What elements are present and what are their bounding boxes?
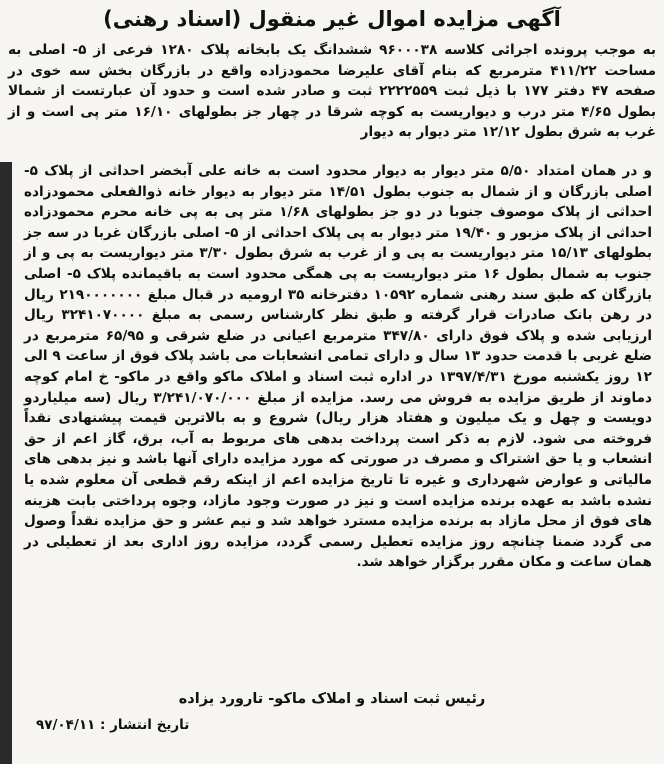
notice-title: آگهی مزایده اموال غیر منقول (اسناد رهنی) bbox=[103, 7, 561, 31]
publish-date: تاریخ انتشار : ۹۷/۰۴/۱۱ bbox=[36, 717, 190, 733]
signature-line: رئیس ثبت اسناد و املاک ماکو- تارورد یزاده bbox=[178, 691, 486, 707]
scan-shadow-edge bbox=[0, 150, 12, 764]
notice-paragraph-top: به موجب پرونده اجرائی کلاسه ۹۶۰۰۰۳۸ ششدانگ یک بابخانه پلاک ۱۲۸۰ فرعی از ۵- اصلی به مساحت ۴۱۱/۲۲ مترمربع که بنام آقای علیرضا محمودزاده واقع در بازرگان بخش سه خوی در صفحه ۴۷ دفتر ۱۷۷ با ذیل ثبت ۲۲۲۲۵۵۹ ثبت و صادر شده است و حدود آن عبارتست از شمالا بطول ۴/۶۵ متر درب و دیواریست به کوچه شرقا در چهار جز بطولهای ۱۶/۱۰ متر پی است و از غرب به شرق بطول ۱۲/۱۲ متر دیوار به دیوار bbox=[8, 42, 656, 141]
notice-paragraph-body: و در همان امتداد ۵/۵۰ متر دیوار به دیوار محدود است به خانه علی آبخضر احداثی از پلاک ۵- اصلی بازرگان و از شمال به جنوب بطول ۱۴/۵۱ متر دیوار به دیوار خانه ذوالفعلی محمودزاده احداثی از پلاک موصوف جنوبا در دو جز بطولهای ۱/۶۸ متر پی به پی خانه محرم محمودزاده احداثی از پلاک مزبور و ۱۹/۴۰ متر دیوار به پی پلاک احداثی از ۵- اصلی بازرگان غربا در سه جز بطولهای ۱۵/۱۳ متر دیواریست به پی و از غرب به شرق بطول ۳/۳۰ متر دیواریست به پی و از جنوب به شمال بطول ۱۶ متر دیواریست به پی همگی محدود است به باقیمانده پلاک ۵- اصلی بازرگان که طبق سند رهنی شماره ۱۰۵۹۲ دفترخانه ۳۵ ارومیه در قبال مبلغ ۲۱۹۰۰۰۰۰۰۰ ریال در رهن بانک صادرات قرار گرفته و طبق نظر کارشناس رسمی به مبلغ ۳۲۴۱۰۷۰۰۰۰ ریال ارزیابی شده و پلاک فوق دارای ۳۴۷/۸۰ مترمربع اعیانی در ضلع شرقی و ۶۵/۹۵ مترمربع در ضلع غربی با قدمت حدود ۱۳ سال و دارای تمامی انشعابات می باشد پلاک فوق از ساعت ۹ الی ۱۲ روز یکشنبه مورخ ۱۳۹۷/۴/۳۱ در اداره ثبت اسناد و املاک ماکو واقع در ماکو- خ امام کوچه دماوند از طریق مزایده به فروش می رسد. مزایده از مبلغ ۳/۲۴۱/۰۷۰/۰۰۰ ریال (سه میلیاردو دویست و چهل و یک میلیون و هفتاد هزار ریال) شروع و به بالاترین قیمت پیشنهادی نقداً فروخته می شود. لازم به ذکر است پرداخت بدهی های مربوط به آب، برق، گاز اعم از حق انشعاب و یا حق اشتراک و مصرف در صورتی که مورد مزایده دارای آنها باشد و نیز بدهی های مالیاتی و عوارض شهرداری و غیره تا تاریخ مزایده اعم از اینکه رقم قطعی آن معلوم شده یا نشده باشد به عهده برنده مزایده است و نیز در صورت وجود مازاد، وجوه پرداختی بابت هزینه های فوق از محل مازاد به برنده مزایده مسترد خواهد شد و نیم عشر و حق مزایده نقداً وصول می گردد ضمنا چنانچه روز مزایده تعطیل رسمی گردد، مزایده روز اداری بعد از تعطیلی در همان ساعت و مکان مقرر برگزار خواهد شد. bbox=[24, 163, 653, 571]
